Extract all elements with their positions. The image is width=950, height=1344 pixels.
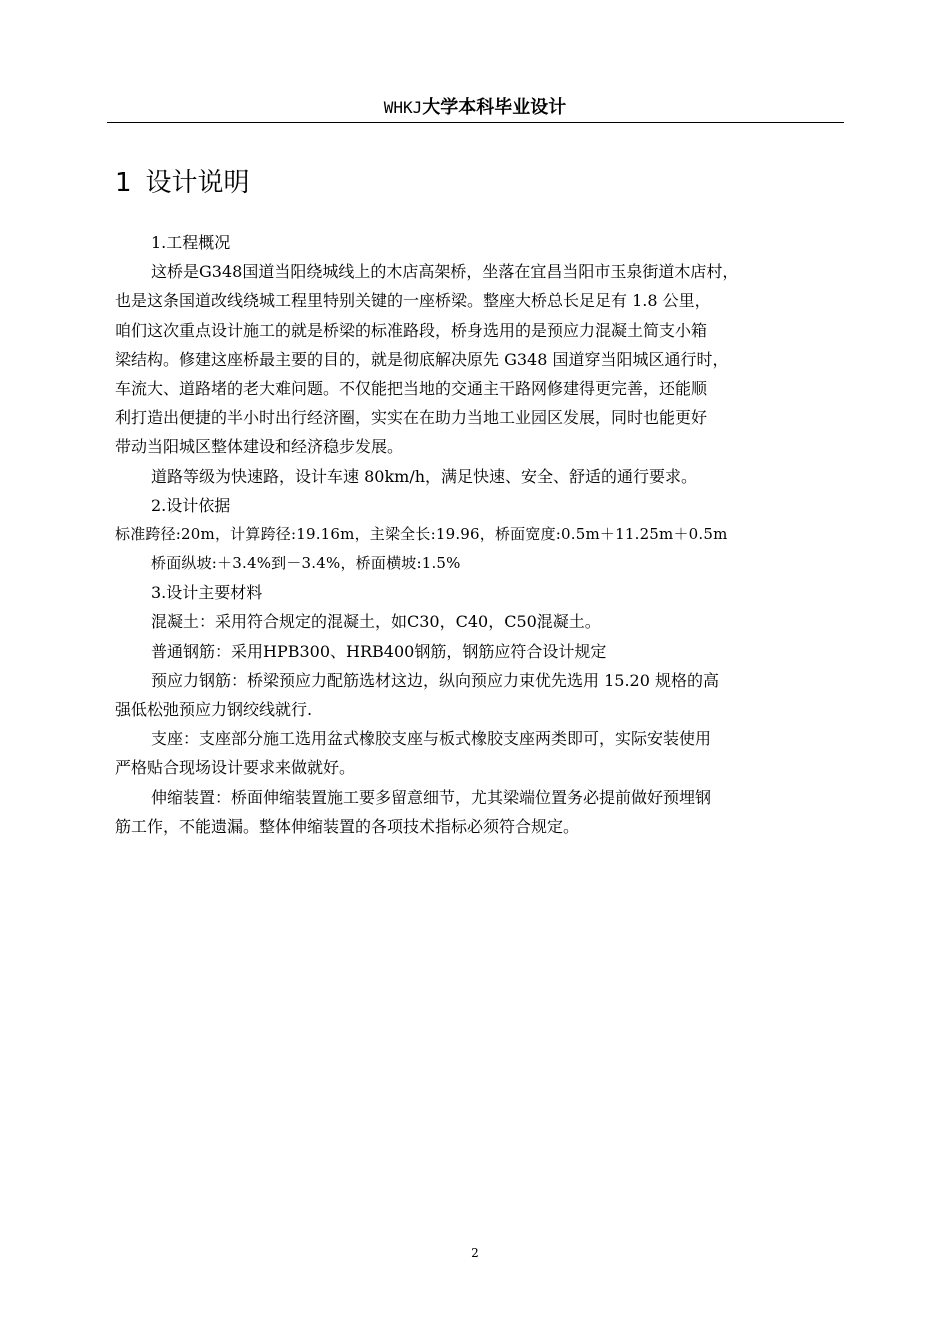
design-basis-line: 标准跨径:20m，计算跨径:19.16m，主梁全长:19.96，桥面宽度:0.5m＋11.25m＋0.5m: [115, 524, 728, 543]
paragraph-line: 预应力钢筋：桥梁预应力配筋选材这边，纵向预应力束优先选用 15.20 规格的高: [151, 670, 719, 690]
chapter-title-text: 设计说明: [145, 168, 250, 198]
chapter-number: 1: [115, 168, 132, 198]
paragraph-line: 伸缩装置：桥面伸缩装置施工要多留意细节，尤其梁端位置务必提前做好预埋钢: [151, 787, 712, 807]
paragraph-line: 这桥是G348国道当阳绕城线上的木店高架桥，坐落在宜昌当阳市玉泉街道木店村，: [151, 262, 739, 282]
paragraph-line: 筋工作，不能遗漏。整体伸缩装置的各项技术指标必须符合规定。: [115, 816, 580, 836]
paragraph-line: 支座：支座部分施工选用盆式橡胶支座与板式橡胶支座两类即可，实际安装使用: [151, 729, 712, 749]
paragraph-line: 混凝土：采用符合规定的混凝土，如C30，C40，C50混凝土。: [151, 612, 601, 632]
section-heading-overview: 1.工程概况: [151, 233, 231, 252]
header-rule: [107, 122, 844, 123]
design-basis-line: 桥面纵坡:＋3.4%到－3.4%，桥面横坡:1.5%: [151, 554, 461, 573]
paragraph-line: 咱们这次重点设计施工的就是桥梁的标准路段，桥身选用的是预应力混凝土简支小箱: [115, 320, 708, 340]
header-title: 大学本科毕业设计: [422, 97, 567, 118]
body-text: [115, 228, 855, 841]
paragraph-line: 利打造出便捷的半小时出行经济圈，实实在在助力当地工业园区发展，同时也能更好: [115, 408, 708, 428]
header-abbreviation: WHKJ: [383, 98, 423, 117]
paragraph-line: 带动当阳城区整体建设和经济稳步发展。: [115, 437, 404, 457]
paragraph-line: 严格贴合现场设计要求来做就好。: [115, 758, 356, 778]
paragraph-line: 普通钢筋：采用HPB300、HRB400钢筋，钢筋应符合设计规定: [151, 641, 607, 661]
chapter-title: [115, 166, 250, 200]
paragraph-line: 强低松弛预应力钢绞线就行.: [115, 700, 313, 719]
section-heading-materials: 3.设计主要材料: [151, 583, 263, 603]
page-number: 2: [471, 1246, 479, 1260]
section-heading-basis: 2.设计依据: [151, 495, 231, 515]
paragraph-line: 车流大、道路堵的老大难问题。不仅能把当地的交通主干路网修建得更完善，还能顺: [115, 378, 708, 398]
paragraph-line: 道路等级为快速路，设计车速 80km/h，满足快速、安全、舒适的通行要求。: [151, 466, 698, 486]
running-header: [107, 96, 843, 120]
paragraph-line: 也是这条国道改线绕城工程里特别关键的一座桥梁。整座大桥总长足足有 1.8 公里，: [115, 291, 711, 311]
paragraph-line: 梁结构。修建这座桥最主要的目的，就是彻底解决原先 G348 国道穿当阳城区通行时，: [115, 349, 729, 369]
